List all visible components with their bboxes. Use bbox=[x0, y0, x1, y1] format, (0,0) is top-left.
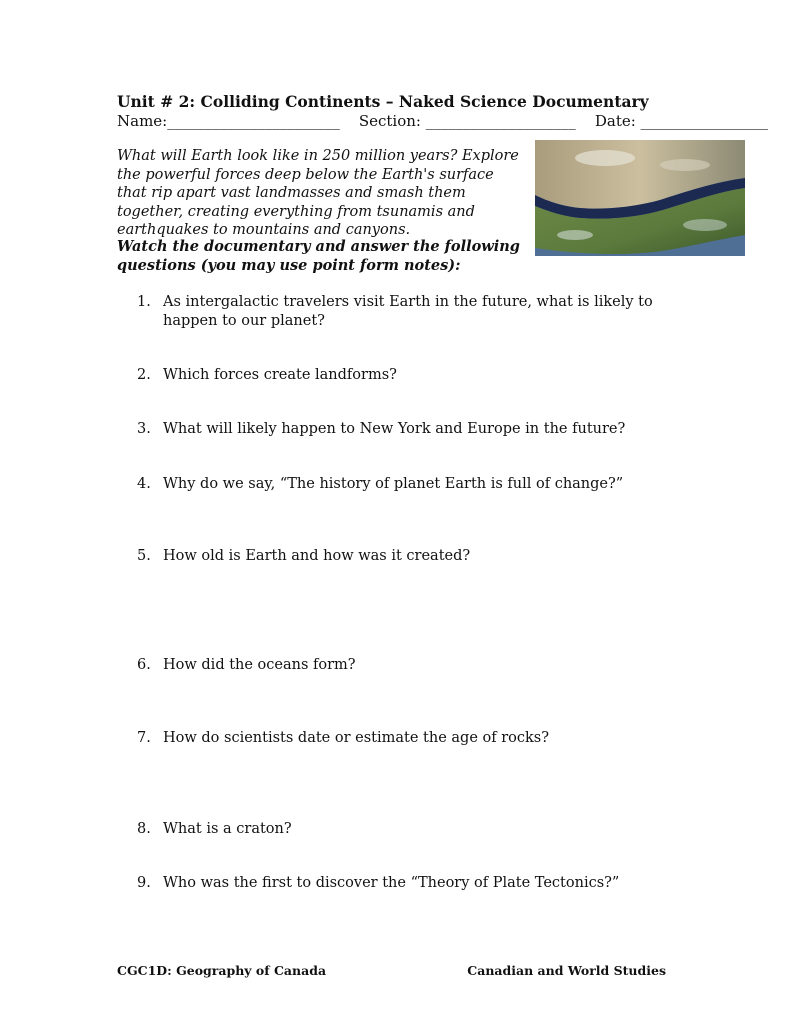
intro-paragraph: What will Earth look like in 250 million years? Explore the powerful forces deep below the Earth's surface that rip apart vast landmasses and smash them together, creating everything from tsunamis and earthquakes to mountains and canyons. bbox=[117, 148, 519, 238]
section-field[interactable]: Section: ____________________ bbox=[358, 112, 576, 130]
satellite-earth-image bbox=[535, 140, 745, 256]
question-number: 3. bbox=[137, 421, 151, 437]
instructions-text: Watch the documentary and answer the following questions (you may use point form notes): bbox=[117, 238, 520, 274]
name-field[interactable]: Name:_______________________ bbox=[117, 112, 340, 130]
student-info-line bbox=[117, 112, 768, 130]
question-item bbox=[137, 874, 677, 893]
question-text: What will likely happen to New York and Europe in the future? bbox=[163, 421, 626, 437]
question-item bbox=[137, 656, 677, 675]
question-number: 4. bbox=[137, 476, 151, 492]
question-text: Why do we say, “The history of planet Earth is full of change?” bbox=[163, 476, 624, 492]
question-text: What is a craton? bbox=[163, 821, 292, 837]
question-text: As intergalactic travelers visit Earth in the future, what is likely to happen to our planet? bbox=[163, 294, 653, 329]
question-item bbox=[137, 547, 677, 566]
date-field[interactable]: Date: _________________ bbox=[594, 112, 769, 130]
question-text: How do scientists date or estimate the age of rocks? bbox=[163, 730, 549, 746]
question-item bbox=[137, 729, 677, 748]
footer-department: Canadian and World Studies bbox=[467, 963, 666, 978]
question-number: 2. bbox=[137, 367, 151, 383]
question-item bbox=[137, 293, 677, 330]
question-item bbox=[137, 475, 677, 494]
question-text: Who was the first to discover the “Theory of Plate Tectonics?” bbox=[163, 875, 620, 891]
question-text: How did the oceans form? bbox=[163, 657, 356, 673]
question-number: 6. bbox=[137, 657, 151, 673]
question-item bbox=[137, 420, 677, 439]
question-text: How old is Earth and how was it created? bbox=[163, 548, 471, 564]
question-number: 1. bbox=[137, 294, 151, 310]
question-number: 7. bbox=[137, 730, 151, 746]
question-item bbox=[137, 820, 677, 839]
footer-course: CGC1D: Geography of Canada bbox=[117, 963, 327, 978]
page-title: Unit # 2: Colliding Continents – Naked Science Documentary bbox=[117, 92, 649, 111]
question-item bbox=[137, 366, 677, 385]
question-number: 5. bbox=[137, 548, 151, 564]
question-number: 8. bbox=[137, 821, 151, 837]
question-text: Which forces create landforms? bbox=[163, 367, 397, 383]
question-number: 9. bbox=[137, 875, 151, 891]
